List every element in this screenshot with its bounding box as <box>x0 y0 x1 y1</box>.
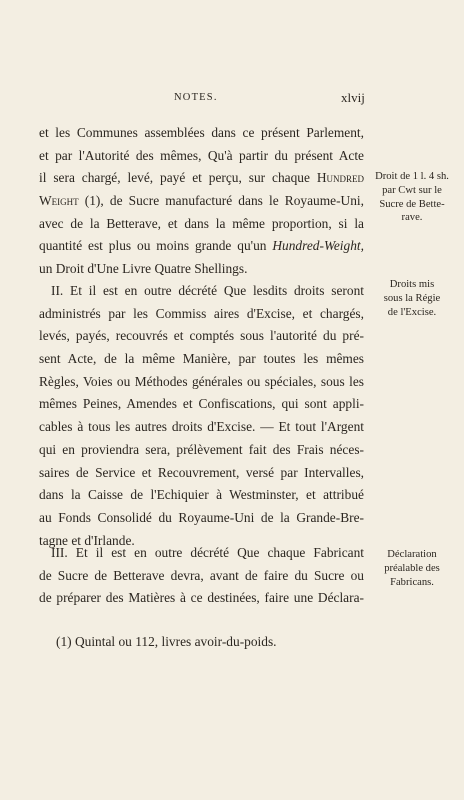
text-line: administrés par les Commiss aires d'Excise, et chargés, <box>39 305 364 321</box>
paragraph-2 <box>39 280 364 552</box>
margin-note-declaration: Déclaration préalable des Fabricans. <box>384 549 440 588</box>
text-line: de Sucre de Betterave devra, avant de faire du Sucre ou <box>39 567 364 583</box>
hundred-smallcaps: Hundred <box>316 170 364 186</box>
text-line: cables à tous les autres droits d'Excise. — Et tout l'Argent <box>39 419 364 435</box>
weight-smallcaps: Weight <box>39 193 79 209</box>
text-line: quantité est plus ou moins grande qu'un Hundred-Weight, <box>39 238 364 254</box>
text-line: au Fonds Consolidé du Royaume-Uni de la Grande-Bre- <box>39 509 364 525</box>
text-line: tagne et d'Irlande. <box>39 532 135 548</box>
margin-note-excise: Droits mis sous la Régie de l'Excise. <box>383 279 441 318</box>
text-line: et par l'Autorité des mêmes, Qu'à partir du présent Acte <box>39 147 364 163</box>
text-line: dans la Caisse de l'Echiquier à Westminster, et attribué <box>39 487 364 503</box>
paragraph-3 <box>39 542 364 610</box>
text-line: Règles, Voies ou Méthodes générales ou spéciales, sous les <box>39 373 364 389</box>
text-line: III. Et il est en outre décrété Que chaque Fabricant <box>51 545 364 560</box>
margin-note-sugar-duty: Droit de 1 l. 4 sh. par Cwt sur le Sucre de Bette- rave. <box>375 171 449 224</box>
text-line: de préparer des Matières à ce destinées, faire une Déclara- <box>39 590 364 606</box>
text-line: mêmes Peines, Amendes et Confiscations, qui sont appli- <box>39 396 364 412</box>
footnote: (1) Quintal ou 112, livres avoir-du-poids. <box>56 634 277 649</box>
paragraph-1 <box>39 122 364 281</box>
text-line: et les Communes assemblées dans ce présent Parlement, <box>39 125 364 140</box>
text-line: saires de Service et Recouvrement, versé par Intervalles, <box>39 464 364 480</box>
text-line: il sera chargé, levé, payé et perçu, sur chaque Hundred <box>39 170 364 186</box>
text-line: sent Acte, de la même Manière, par toutes les mêmes <box>39 351 364 367</box>
text-line: levés, payés, recouvrés et comptés sous l'autorité du pré- <box>39 328 364 344</box>
text-line: avec de la Betterave, et dans la même proportion, si la <box>39 215 364 231</box>
text-line: qui en proviendra sera, prélèvement fait des Frais néces- <box>39 441 364 457</box>
text-line: Weight (1), de Sucre manufacturé dans le Royaume-Uni, <box>39 193 364 209</box>
text-line: un Droit d'Une Livre Quatre Shellings. <box>39 261 248 277</box>
page-number: xlvij <box>341 90 365 105</box>
header-title: NOTES. <box>174 92 218 103</box>
hundred-weight-italic: Hundred-Weight, <box>272 238 364 254</box>
text-line: II. Et il est en outre décrété Que lesdits droits seront <box>51 283 364 298</box>
running-header <box>0 92 464 112</box>
